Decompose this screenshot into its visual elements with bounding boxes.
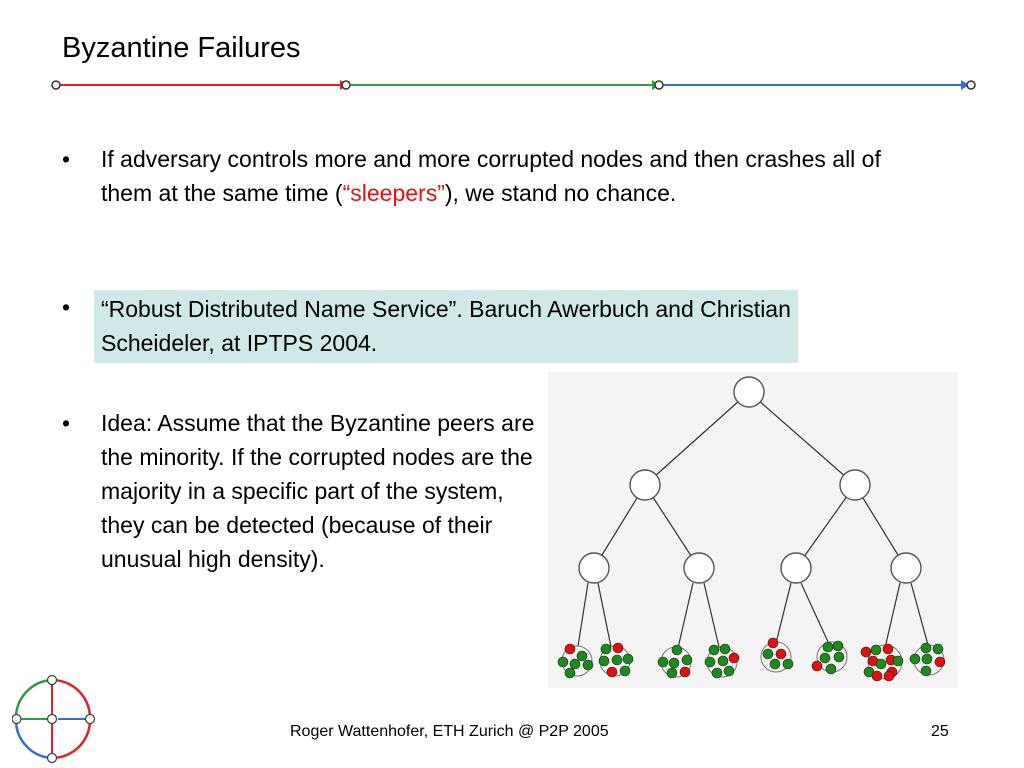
honest-peer-node bbox=[658, 657, 668, 667]
bullet-marker: • bbox=[62, 146, 71, 172]
honest-peer-node bbox=[558, 657, 568, 667]
bullet-sleepers-text bbox=[101, 142, 901, 210]
honest-peer-node bbox=[893, 656, 903, 666]
honest-peer-node bbox=[823, 642, 833, 652]
corrupted-peer-node bbox=[935, 657, 945, 667]
tree-inner-node bbox=[840, 470, 870, 500]
honest-peer-node bbox=[933, 644, 943, 654]
tree-inner-node bbox=[579, 553, 609, 583]
honest-peer-node bbox=[826, 664, 836, 674]
corrupted-peer-node bbox=[607, 667, 617, 677]
honest-peer-node bbox=[612, 655, 622, 665]
honest-peer-node bbox=[763, 649, 773, 659]
footer-credit: Roger Wattenhofer, ETH Zurich @ P2P 2005 bbox=[290, 723, 609, 740]
bullet-sleepers-after: ), we stand no chance. bbox=[444, 180, 677, 206]
corrupted-peer-node bbox=[680, 667, 690, 677]
honest-peer-node bbox=[720, 644, 730, 654]
bullet-marker: • bbox=[62, 410, 71, 436]
honest-peer-node bbox=[921, 643, 931, 653]
honest-peer-node bbox=[620, 666, 630, 676]
honest-peer-node bbox=[601, 644, 611, 654]
honest-peer-node bbox=[623, 654, 633, 664]
corrupted-peer-node bbox=[776, 649, 786, 659]
honest-peer-node bbox=[565, 668, 575, 678]
corrupted-peer-node bbox=[768, 638, 778, 648]
corrupted-peer-node bbox=[729, 653, 739, 663]
honest-peer-node bbox=[709, 645, 719, 655]
honest-peer-node bbox=[820, 653, 830, 663]
corrupted-peer-node bbox=[883, 644, 893, 654]
honest-peer-node bbox=[682, 655, 692, 665]
honest-peer-node bbox=[922, 654, 932, 664]
honest-peer-node bbox=[669, 658, 679, 668]
bullet-sleepers-before: If adversary controls more and more corrupted nodes and then crashes all of them at the same time ( bbox=[101, 146, 881, 206]
bullet-idea-text: Idea: Assume that the Byzantine peers are the minority. If the corrupted nodes are the majority in a specific part of the system, they can be detected (because of their unusual high density). bbox=[101, 410, 535, 572]
corrupted-peer-node bbox=[613, 643, 623, 653]
slide-title: Byzantine Failures bbox=[62, 32, 301, 64]
eth-logo-icon bbox=[12, 674, 100, 764]
honest-peer-node bbox=[583, 660, 593, 670]
honest-peer-node bbox=[718, 656, 728, 666]
title-underline-arrows bbox=[50, 74, 980, 94]
honest-peer-node bbox=[834, 652, 844, 662]
tree-inner-node bbox=[684, 553, 714, 583]
honest-peer-node bbox=[712, 668, 722, 678]
tree-inner-node bbox=[781, 553, 811, 583]
bullet-marker: • bbox=[62, 294, 71, 320]
corrupted-peer-node bbox=[872, 671, 882, 681]
corrupted-peer-node bbox=[812, 661, 822, 671]
reference-box: “Robust Distributed Name Service”. Baruch Awerbuch and Christian Scheideler, at IPTPS 2004. bbox=[94, 290, 798, 363]
honest-peer-node bbox=[705, 657, 715, 667]
honest-peer-node bbox=[672, 645, 682, 655]
honest-peer-node bbox=[876, 659, 886, 669]
honest-peer-node bbox=[577, 651, 587, 661]
honest-peer-node bbox=[871, 645, 881, 655]
sleepers-highlight: “sleepers” bbox=[342, 180, 445, 206]
honest-peer-node bbox=[724, 666, 734, 676]
honest-peer-node bbox=[667, 668, 677, 678]
corrupted-peer-node bbox=[565, 644, 575, 654]
honest-peer-node bbox=[599, 656, 609, 666]
honest-peer-node bbox=[783, 659, 793, 669]
corrupted-peer-node bbox=[884, 671, 894, 681]
honest-peer-node bbox=[921, 666, 931, 676]
tree-root-node bbox=[734, 377, 764, 407]
honest-peer-node bbox=[910, 654, 920, 664]
tree-inner-node bbox=[630, 470, 660, 500]
corrupted-peer-node bbox=[861, 647, 871, 657]
honest-peer-node bbox=[570, 659, 580, 669]
page-number: 25 bbox=[931, 723, 949, 740]
tree-diagram bbox=[548, 372, 958, 688]
honest-peer-node bbox=[770, 659, 780, 669]
tree-inner-node bbox=[891, 553, 921, 583]
honest-peer-node bbox=[833, 641, 843, 651]
